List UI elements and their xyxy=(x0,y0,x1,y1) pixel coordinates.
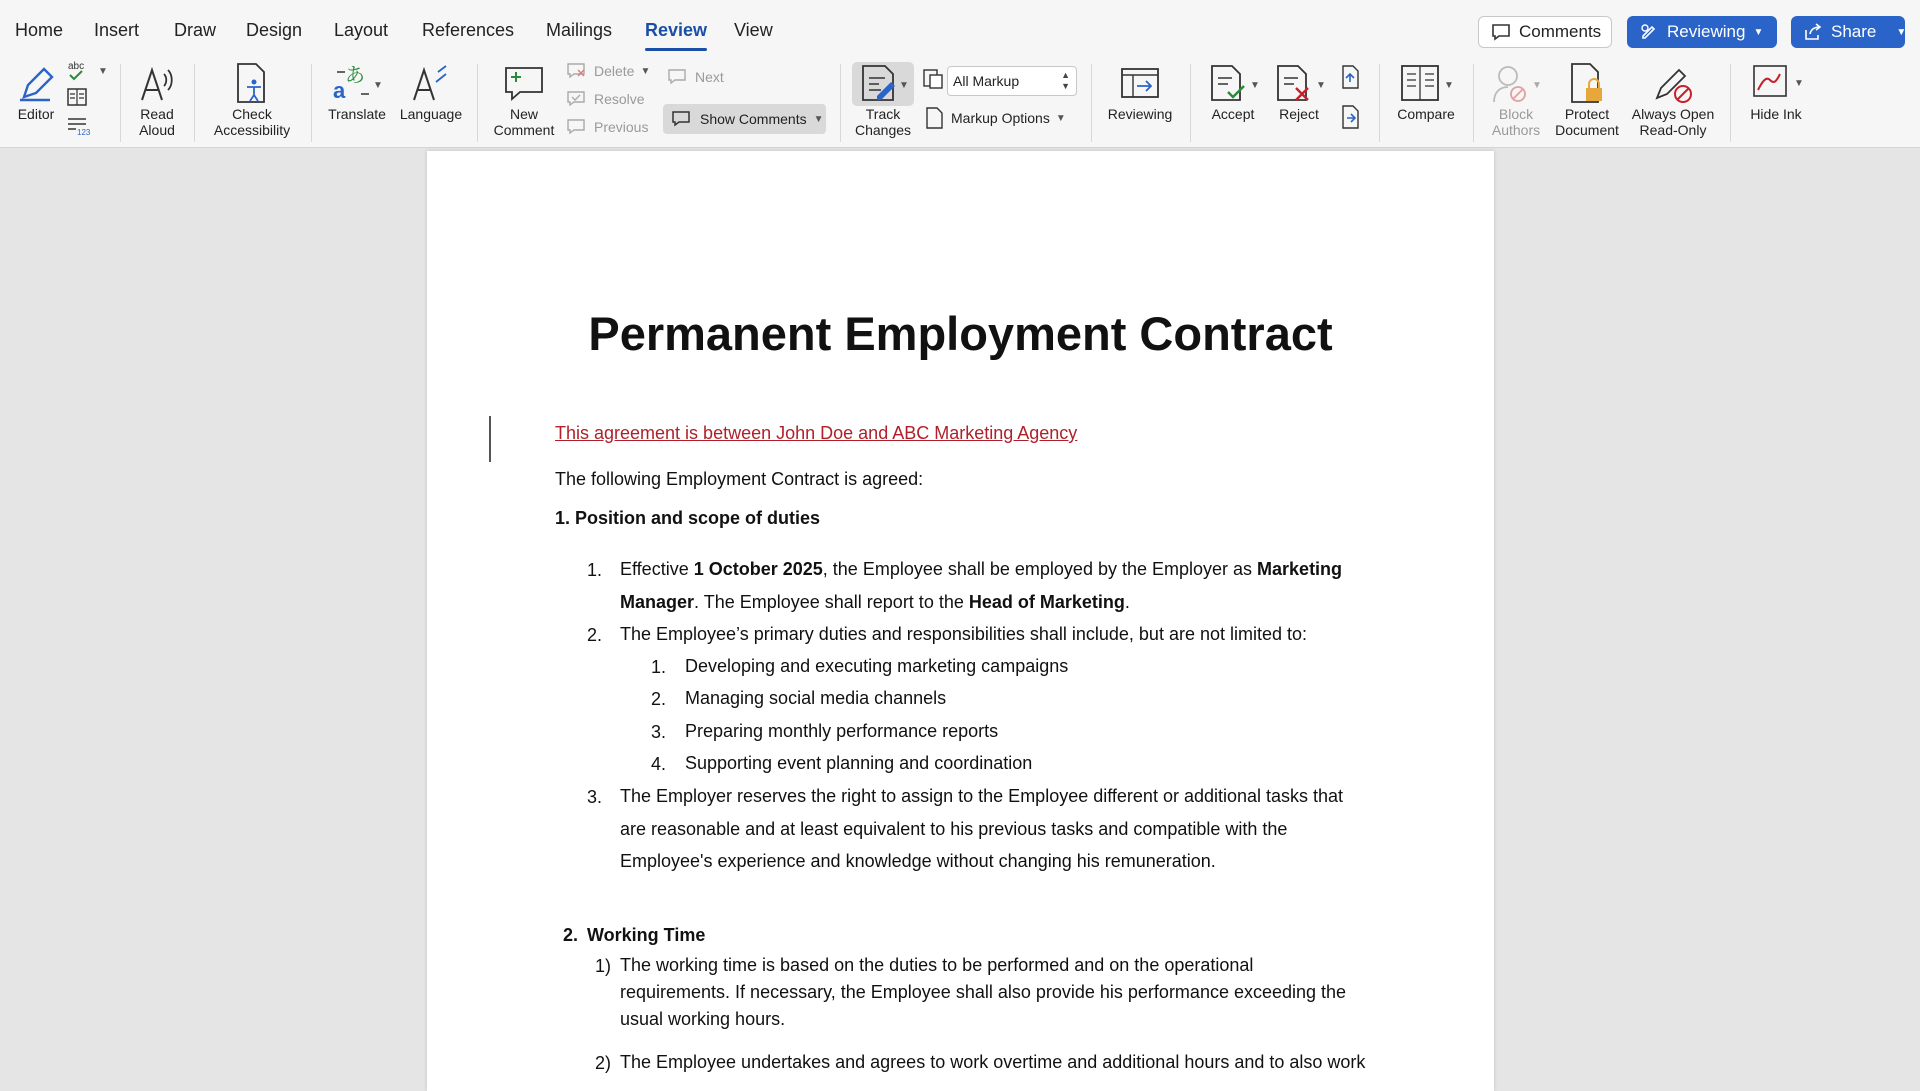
markup-options-button[interactable] xyxy=(923,106,1066,130)
compare-label: Compare xyxy=(1397,106,1455,122)
tab-review[interactable]: Review xyxy=(645,20,708,40)
block-authors-label: Block Authors xyxy=(1491,106,1541,138)
always-open-read-only-label: Always Open Read-Only xyxy=(1631,106,1715,138)
item-text: . The Employee shall report to the xyxy=(694,591,969,612)
comment-icon xyxy=(1491,23,1511,41)
svg-text:▼: ▼ xyxy=(1444,80,1454,91)
sublist-item: Preparing monthly performance reports xyxy=(685,721,999,741)
tab-mailings[interactable]: Mailings xyxy=(546,20,613,40)
protect-document-label: Protect Document xyxy=(1555,106,1619,138)
check-accessibility-button[interactable] xyxy=(205,60,299,138)
previous-label: Previous xyxy=(594,119,649,135)
svg-text:▼: ▼ xyxy=(1316,80,1326,91)
check-accessibility-label: Check Accessibility xyxy=(213,106,291,138)
editor-label: Editor xyxy=(17,106,55,122)
markup-options-icon xyxy=(923,106,945,130)
reviewing-button[interactable] xyxy=(1627,16,1777,48)
next-change-icon xyxy=(1339,104,1361,130)
supervisor-title: Head of Marketing xyxy=(968,591,1125,612)
show-comments-button[interactable] xyxy=(663,104,826,134)
svg-text:あ: あ xyxy=(345,63,365,87)
delete-label: Delete xyxy=(594,63,635,79)
next-comment-button[interactable] xyxy=(667,67,724,87)
chevron-down-icon: ▼ xyxy=(1753,26,1764,38)
list-number: 1) xyxy=(595,956,612,976)
hide-ink-button[interactable] xyxy=(1740,60,1812,122)
ribbon-divider xyxy=(477,64,478,142)
svg-text:▼: ▼ xyxy=(1794,78,1804,89)
ribbon-divider xyxy=(120,64,121,142)
word-count-icon xyxy=(66,114,91,137)
list-number: 2) xyxy=(595,1053,612,1073)
section-2-heading: Working Time xyxy=(587,925,706,945)
inserted-text[interactable]: This agreement is between John Doe and ABC Marketing Agency xyxy=(555,423,1078,443)
reviewing-pane-label: Reviewing xyxy=(1107,106,1173,122)
resolve-comment-icon xyxy=(566,89,588,109)
sublist-item: Developing and executing marketing campaigns xyxy=(685,656,1069,676)
new-comment-button[interactable] xyxy=(488,60,560,138)
protect-document-button[interactable] xyxy=(1550,60,1624,138)
chevron-down-icon: ▼ xyxy=(640,65,651,77)
word-count-button[interactable] xyxy=(66,114,91,137)
reject-button[interactable] xyxy=(1268,60,1330,122)
tab-design[interactable]: Design xyxy=(246,20,303,40)
reject-label: Reject xyxy=(1279,106,1319,122)
compare-button[interactable] xyxy=(1390,60,1462,122)
list-item: The Employee’s primary duties and responsibilities shall include, but are not limited to: xyxy=(620,624,1308,644)
comments-button[interactable] xyxy=(1478,16,1612,48)
ribbon-divider xyxy=(1473,64,1474,142)
markup-mode-value: All Markup xyxy=(953,73,1020,89)
compare-icon xyxy=(1398,62,1454,104)
sublist-number: 1. xyxy=(651,657,667,677)
item-text: Effective xyxy=(620,559,694,579)
resolve-label: Resolve xyxy=(594,91,645,107)
accept-icon xyxy=(1206,62,1260,104)
read-aloud-icon xyxy=(136,62,178,104)
ribbon-divider xyxy=(1730,64,1731,142)
read-aloud-label: Read Aloud xyxy=(139,106,175,138)
share-icon xyxy=(1803,22,1823,42)
new-comment-label: New Comment xyxy=(493,106,555,138)
chevron-down-icon: ▼ xyxy=(1055,112,1066,124)
reviewing-pencil-icon xyxy=(1639,22,1659,42)
reviewing-pane-button[interactable] xyxy=(1103,60,1177,122)
sublist-number: 3. xyxy=(651,722,667,742)
delete-comment-icon xyxy=(566,61,588,81)
comments-button-label: Comments xyxy=(1519,22,1602,41)
hide-ink-icon xyxy=(1746,62,1806,104)
track-changes-label: Track Changes xyxy=(854,106,912,138)
translate-button[interactable] xyxy=(322,60,392,122)
share-button-label: Share xyxy=(1831,22,1877,41)
svg-text:▼: ▼ xyxy=(1532,80,1542,91)
svg-text:▼: ▼ xyxy=(899,80,909,91)
show-comments-icon xyxy=(671,109,693,129)
svg-text:123: 123 xyxy=(77,128,91,137)
tab-insert[interactable]: Insert xyxy=(94,20,140,40)
tab-references[interactable]: References xyxy=(422,20,515,40)
svg-text:abc: abc xyxy=(68,61,85,72)
lock-document-icon xyxy=(1566,62,1608,104)
translate-icon xyxy=(331,62,383,104)
display-for-review-icon xyxy=(921,67,945,91)
sublist-number: 2. xyxy=(651,689,667,709)
hide-ink-label: Hide Ink xyxy=(1750,106,1802,122)
job-title: Marketing Manager xyxy=(620,559,1343,612)
language-icon xyxy=(410,62,452,104)
editor-button[interactable] xyxy=(12,60,60,122)
list-number: 2. xyxy=(587,625,603,645)
tab-layout[interactable]: Layout xyxy=(334,20,389,40)
spelling-check-icon xyxy=(66,60,92,82)
translate-label: Translate xyxy=(328,106,386,122)
thesaurus-book-icon xyxy=(66,86,88,108)
language-button[interactable] xyxy=(394,60,468,122)
block-authors-button[interactable] xyxy=(1484,60,1548,138)
reject-icon xyxy=(1272,62,1326,104)
ribbon-divider xyxy=(1379,64,1380,142)
change-bar xyxy=(489,416,491,462)
list-item: The working time is based on the duties to be performed and on the operational requirements. If necessary, the Employee shall also provide his performance exceeding the usual working hours. xyxy=(620,955,1347,1029)
markup-mode-select[interactable] xyxy=(947,66,1077,96)
list-number: 3. xyxy=(587,787,603,807)
chevron-down-icon: ▼ xyxy=(98,65,108,77)
next-label: Next xyxy=(695,69,724,85)
show-comments-label: Show Comments xyxy=(700,111,807,127)
sublist-item: Managing social media channels xyxy=(685,688,947,708)
thesaurus-button[interactable] xyxy=(66,86,88,108)
always-open-read-only-button[interactable] xyxy=(1627,60,1719,138)
previous-comment-button[interactable] xyxy=(566,117,648,137)
tab-view[interactable]: View xyxy=(734,20,773,40)
tab-home[interactable]: Home xyxy=(15,20,64,40)
track-changes-icon xyxy=(857,62,909,104)
section-1-heading: 1. Position and scope of duties xyxy=(555,508,821,528)
block-authors-icon xyxy=(1488,62,1544,104)
item-text: . xyxy=(1124,591,1130,612)
previous-comment-icon xyxy=(566,117,588,137)
read-only-pencil-icon xyxy=(1651,62,1695,104)
intro-paragraph: The following Employment Contract is agreed: xyxy=(555,469,924,489)
ribbon-divider xyxy=(1190,64,1191,142)
list-item: The Employer reserves the right to assign to the Employee different or additional tasks that are reasonable and at least equivalent to his previous tasks and compatible with the Employee's experience and knowledge without changing his remuneration. xyxy=(620,786,1344,871)
accept-button[interactable] xyxy=(1202,60,1264,122)
item-text: , the Employee shall be employed by the Employer as xyxy=(822,559,1258,579)
review-ribbon xyxy=(0,60,1920,148)
stepper-arrows-icon: ▲ ▼ xyxy=(1061,70,1070,91)
ribbon-divider xyxy=(840,64,841,142)
tab-draw[interactable]: Draw xyxy=(174,20,217,40)
markup-options-label: Markup Options xyxy=(951,110,1050,126)
start-date: 1 October 2025 xyxy=(693,559,823,579)
chevron-down-icon: ▼ xyxy=(1896,26,1907,38)
new-comment-icon xyxy=(502,62,546,104)
list-item xyxy=(620,553,1360,618)
previous-change-icon xyxy=(1339,64,1361,90)
menu-bar xyxy=(0,0,1920,60)
list-number: 1. xyxy=(587,560,603,580)
svg-text:a: a xyxy=(333,78,346,103)
sublist-item: Supporting event planning and coordination xyxy=(685,753,1033,773)
language-label: Language xyxy=(399,106,463,122)
svg-text:▼: ▼ xyxy=(373,80,383,91)
ribbon-divider xyxy=(194,64,195,142)
svg-text:▼: ▼ xyxy=(1250,80,1260,91)
spelling-button[interactable] xyxy=(66,60,108,82)
previous-change-button[interactable] xyxy=(1339,64,1361,90)
list-item: The Employee undertakes and agrees to work overtime and additional hours and to also work xyxy=(620,1052,1366,1072)
display-for-review-icon-wrap xyxy=(921,67,945,91)
sublist-number: 4. xyxy=(651,754,667,774)
chevron-down-icon: ▼ xyxy=(813,113,824,125)
section-2-number: 2. xyxy=(563,925,579,945)
next-comment-icon xyxy=(667,67,689,87)
track-changes-button[interactable] xyxy=(850,60,916,138)
next-change-button[interactable] xyxy=(1339,104,1361,130)
delete-comment-button[interactable] xyxy=(566,61,650,81)
read-aloud-button[interactable] xyxy=(130,60,184,138)
ribbon-divider xyxy=(1091,64,1092,142)
share-button[interactable] xyxy=(1791,16,1905,48)
document-page[interactable] xyxy=(427,151,1494,1091)
ribbon-divider xyxy=(311,64,312,142)
document-title: Permanent Employment Contract xyxy=(588,307,1333,360)
accept-label: Accept xyxy=(1211,106,1255,122)
accessibility-icon xyxy=(232,62,272,104)
reviewing-button-label: Reviewing xyxy=(1667,22,1746,41)
reviewing-pane-icon xyxy=(1119,65,1161,101)
resolve-comment-button[interactable] xyxy=(566,89,645,109)
editor-pen-icon xyxy=(16,63,56,103)
